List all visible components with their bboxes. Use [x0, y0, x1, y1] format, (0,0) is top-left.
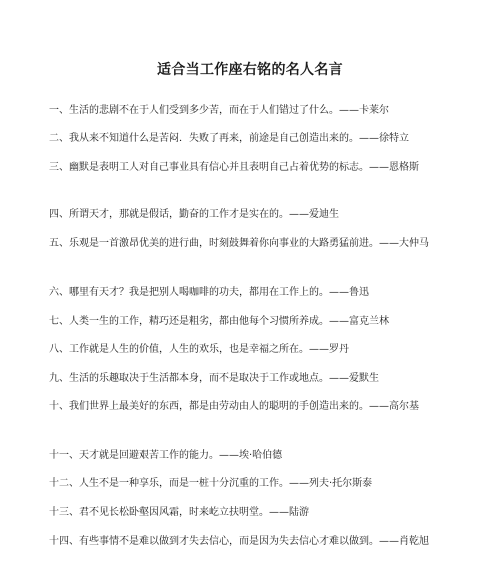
- quote-item: 九、生活的乐趣取决于生活都本身，而不是取决于工作或地点。——爱默生: [49, 373, 379, 384]
- quote-item: 六、哪里有天才？我是把别人喝咖啡的功夫，都用在工作上的。——鲁迅: [49, 287, 369, 298]
- quote-item: 八、工作就是人生的价值，人生的欢乐，也是幸福之所在。——罗丹: [49, 344, 349, 355]
- quote-item: 一、生活的悲剧不在于人们受到多少苦，而在于人们错过了什么。——卡莱尔: [49, 105, 389, 116]
- quote-item: 七、人类一生的工作，精巧还是粗劣，都由他每个习惯所养成。——富克兰林: [49, 316, 389, 327]
- quote-item: 三、幽默是表明工人对自己事业具有信心并且表明自己占着优势的标志。——恩格斯: [49, 162, 419, 173]
- quote-item: 五、乐观是一首激昂优美的进行曲，时刻鼓舞着你向事业的大路勇猛前进。——大仲马: [49, 238, 429, 249]
- quote-item: 十一、天才就是回避艰苦工作的能力。——埃·哈伯德: [49, 450, 283, 461]
- quote-item: 四、所谓天才，那就是假话，勤奋的工作才是实在的。——爱迪生: [49, 209, 339, 220]
- quote-item: 十四、有些事情不是难以做到才失去信心，而是因为失去信心才难以做到。——肖乾旭: [49, 536, 429, 547]
- quote-item: 十二、人生不是一种享乐，而是一桩十分沉重的工作。——列夫·托尔斯泰: [49, 478, 373, 489]
- document-title: 适合当工作座右铭的名人名言: [157, 62, 343, 78]
- quote-item: 十、我们世界上最美好的东西，都是由劳动由人的聪明的手创造出来的。——高尔基: [49, 401, 419, 412]
- quote-item: 十三、君不见长松卧壑因风霜，时来屹立扶明堂。——陆游: [49, 507, 309, 518]
- quote-item: 二、我从来不知道什么是苦闷．失败了再来，前途是自己创造出来的。——徐特立: [49, 133, 409, 144]
